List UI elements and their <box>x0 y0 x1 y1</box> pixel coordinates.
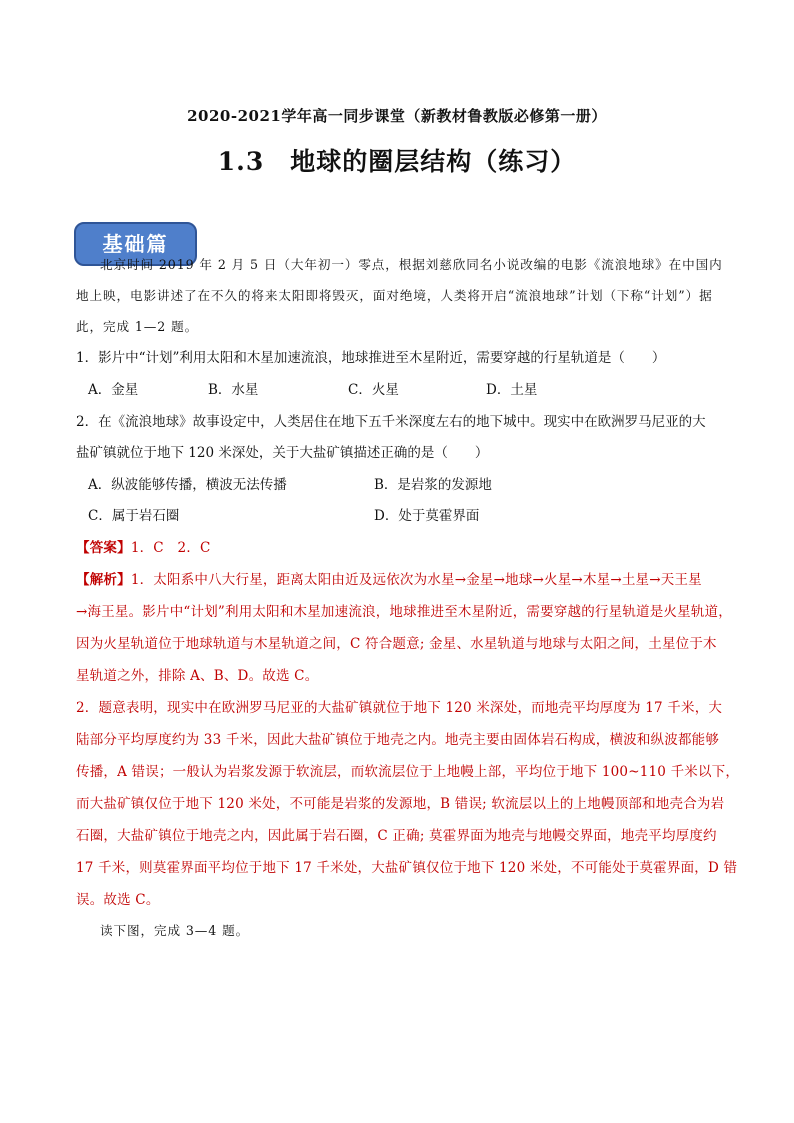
option-c: C．火星 <box>348 382 399 398</box>
option-b: B．水星 <box>208 382 259 398</box>
option-d: D．土星 <box>486 382 538 398</box>
analysis-line: 传播，A 错误；一般认为岩浆发源于软流层，而软流层位于上地幔上部，平均位于地下 100~110 千米以下， <box>76 764 740 780</box>
page-title: 1.3 地球的圈层结构（练习） <box>217 147 577 176</box>
analysis-tag: 【解析】 <box>76 572 131 588</box>
option-d: D．处于莫霍界面 <box>374 508 480 524</box>
option-a: A．金星 <box>88 382 139 398</box>
analysis-text: 1．太阳系中八大行星，距离太阳由近及远依次为水星→金星→地球→火星→木星→土星→天王星 <box>130 572 702 588</box>
question-1-stem: 1．影片中“计划”利用太阳和木星加速流浪，地球推进至木星附近，需要穿越的行星轨道是（ ） <box>76 350 666 366</box>
question-2-options-row1 <box>88 473 728 493</box>
analysis-line: 石圈，大盐矿镇位于地壳之内，因此属于岩石圈，C 正确; 莫霍界面为地壳与地幔交界面，地壳平均厚度约 <box>76 828 717 844</box>
analysis-line: 17 千米，则莫霍界面平均位于地下 17 千米处，大盐矿镇仅位于地下 120 米处，不可能处于莫霍界面，D 错 <box>76 860 738 876</box>
answer-text: 1．C 2．C <box>130 540 211 556</box>
option-c: C．属于岩石圈 <box>88 508 180 524</box>
analysis-line: 而大盐矿镇仅位于地下 120 米处，不可能是岩浆的发源地，B 错误; 软流层以上的上地幔顶部和地壳合为岩 <box>76 796 725 812</box>
answer-line <box>76 536 724 556</box>
question-2-options-row2 <box>88 504 728 524</box>
document-subtitle: 2020-2021学年高一同步课堂（新教材鲁教版必修第一册） <box>187 107 607 125</box>
analysis-line <box>76 568 724 588</box>
option-b: B．是岩浆的发源地 <box>374 477 492 493</box>
analysis-line: 误。故选 C。 <box>76 892 160 908</box>
answer-tag: 【答案】 <box>76 540 131 556</box>
section-badge: 基础篇 <box>74 222 197 266</box>
analysis-line: 星轨道之外，排除 A、B、D。故选 C。 <box>76 668 319 684</box>
analysis-line: →海王星。影片中“计划”利用太阳和木星加速流浪，地球推进至木星附近，需要穿越的行星轨道是火星轨道， <box>76 604 732 620</box>
question-2-stem: 2．在《流浪地球》故事设定中，人类居住在地下五千米深度左右的地下城中。现实中在欧洲罗马尼亚的大 <box>76 414 706 430</box>
option-a: A．纵波能够传播，横波无法传播 <box>88 477 287 493</box>
analysis-line: 2．题意表明，现实中在欧洲罗马尼亚的大盐矿镇就位于地下 120 米深处，而地壳平均厚度为 17 千米，大 <box>76 700 723 716</box>
question-1-options <box>88 378 728 398</box>
passage-line: 地上映，电影讲述了在不久的将来太阳即将毁灭，面对绝境，人类将开启“流浪地球”计划（下称“计划”）据 <box>76 288 713 303</box>
passage-line: 读下图，完成 3—4 题。 <box>100 923 250 938</box>
passage-line: 此，完成 1—2 题。 <box>76 319 199 334</box>
passage-line: 北京时间 2019 年 2 月 5 日（大年初一）零点，根据刘慈欣同名小说改编的电影《流浪地球》在中国内 <box>100 257 723 272</box>
analysis-line: 因为火星轨道位于地球轨道与木星轨道之间，C 符合题意; 金星、水星轨道与地球与太阳之间，土星位于木 <box>76 636 717 652</box>
analysis-line: 陆部分平均厚度约为 33 千米，因此大盐矿镇位于地壳之内。地壳主要由固体岩石构成，横波和纵波都能够 <box>76 732 720 748</box>
question-2-stem: 盐矿镇就位于地下 120 米深处，关于大盐矿镇描述正确的是（ ） <box>76 445 489 461</box>
